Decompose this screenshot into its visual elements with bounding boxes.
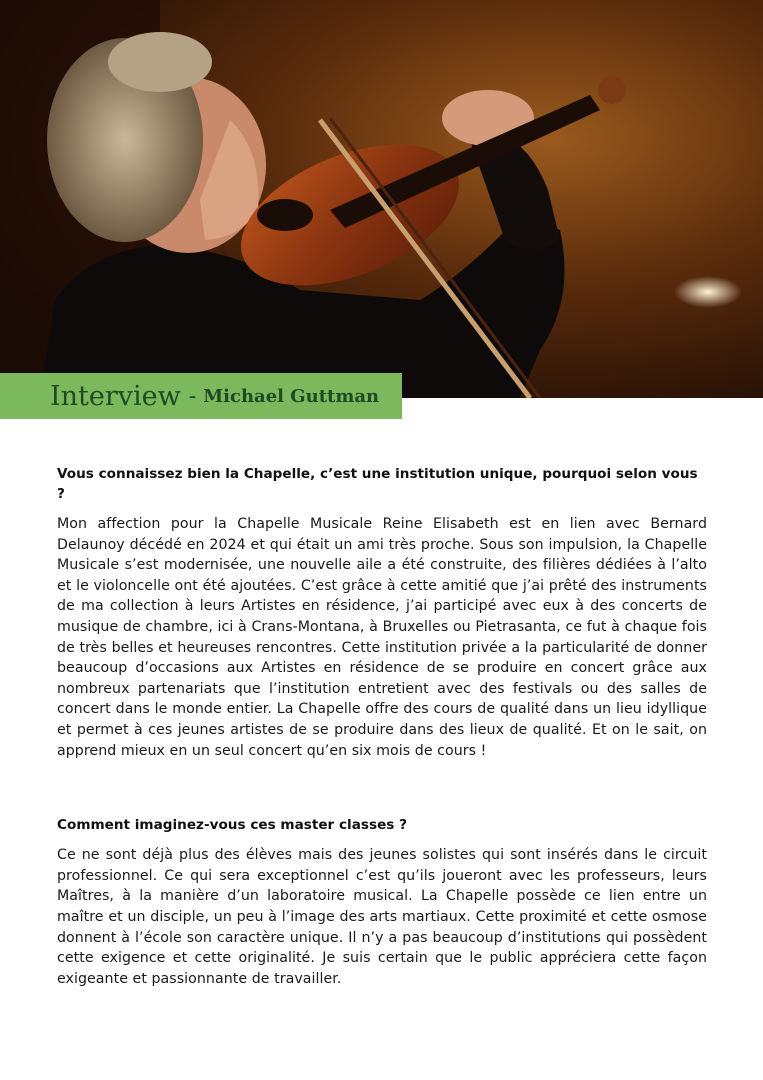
interviewee-name: Michael Guttman [203, 385, 380, 407]
banner-separator: - [188, 383, 197, 409]
answer-2: Ce ne sont déjà plus des élèves mais des jeunes solistes qui sont insérés dans le circuit professionnel. Ce qui sera exceptionnel c’est qu’ils joueront avec les professeurs, leurs Maîtres, à la manière d’un laboratoire musical. La Chapelle possède ce lien entre un maître et un disciple, un peu à l’image des arts martiaux. Cette proximité et cette osmose donnent à l’école son caractère unique. Il n’y a pas beaucoup d’institutions qui possèdent cette exigence et cette originalité. Je suis certain que le public appréciera cette façon exigeante et passionnante de travailler. [57, 847, 707, 987]
interview-content [57, 464, 707, 989]
banner-title: Interview [50, 380, 181, 412]
hero-photo [0, 0, 763, 398]
question-1: Vous connaissez bien la Chapelle, c’est une institution unique, pourquoi selon vous ? [57, 466, 698, 502]
question-2: Comment imaginez-vous ces master classes ? [57, 817, 407, 834]
interview-banner [0, 373, 402, 419]
violinist-photo [0, 0, 763, 398]
answer-1: Mon affection pour la Chapelle Musicale Reine Elisabeth est en lien avec Bernard Delaunoy décédé en 2024 et qui était un ami très proche. Sous son impulsion, la Chapelle Musicale s’est modernisée, une nouvelle aile a été construite, des filières dédiées à l’alto et le violoncelle ont été ajoutées. C’est grâce à cette amitié que j’ai prêté des instruments de ma collection à leurs Artistes en résidence, j’ai participé avec eux à des concerts de musique de chambre, ici à Crans-Montana, à Bruxelles ou Pietrasanta, ce fut à chaque fois de très belles et heureuses rencontres. Cette institution privée a la particularité de donner beaucoup d’occasions aux Artistes en résidence de se produire en concert grâce aux nombreux partenariats que l’institution entretient avec des festivals ou des salles de concert dans le monde entier. La Chapelle offre des cours de qualité dans un lieu idyllique et permet à ces jeunes artistes de se produire dans des lieux de qualité. Et on le sait, on apprend mieux en un seul concert qu’en six mois de cours ! [57, 516, 707, 759]
